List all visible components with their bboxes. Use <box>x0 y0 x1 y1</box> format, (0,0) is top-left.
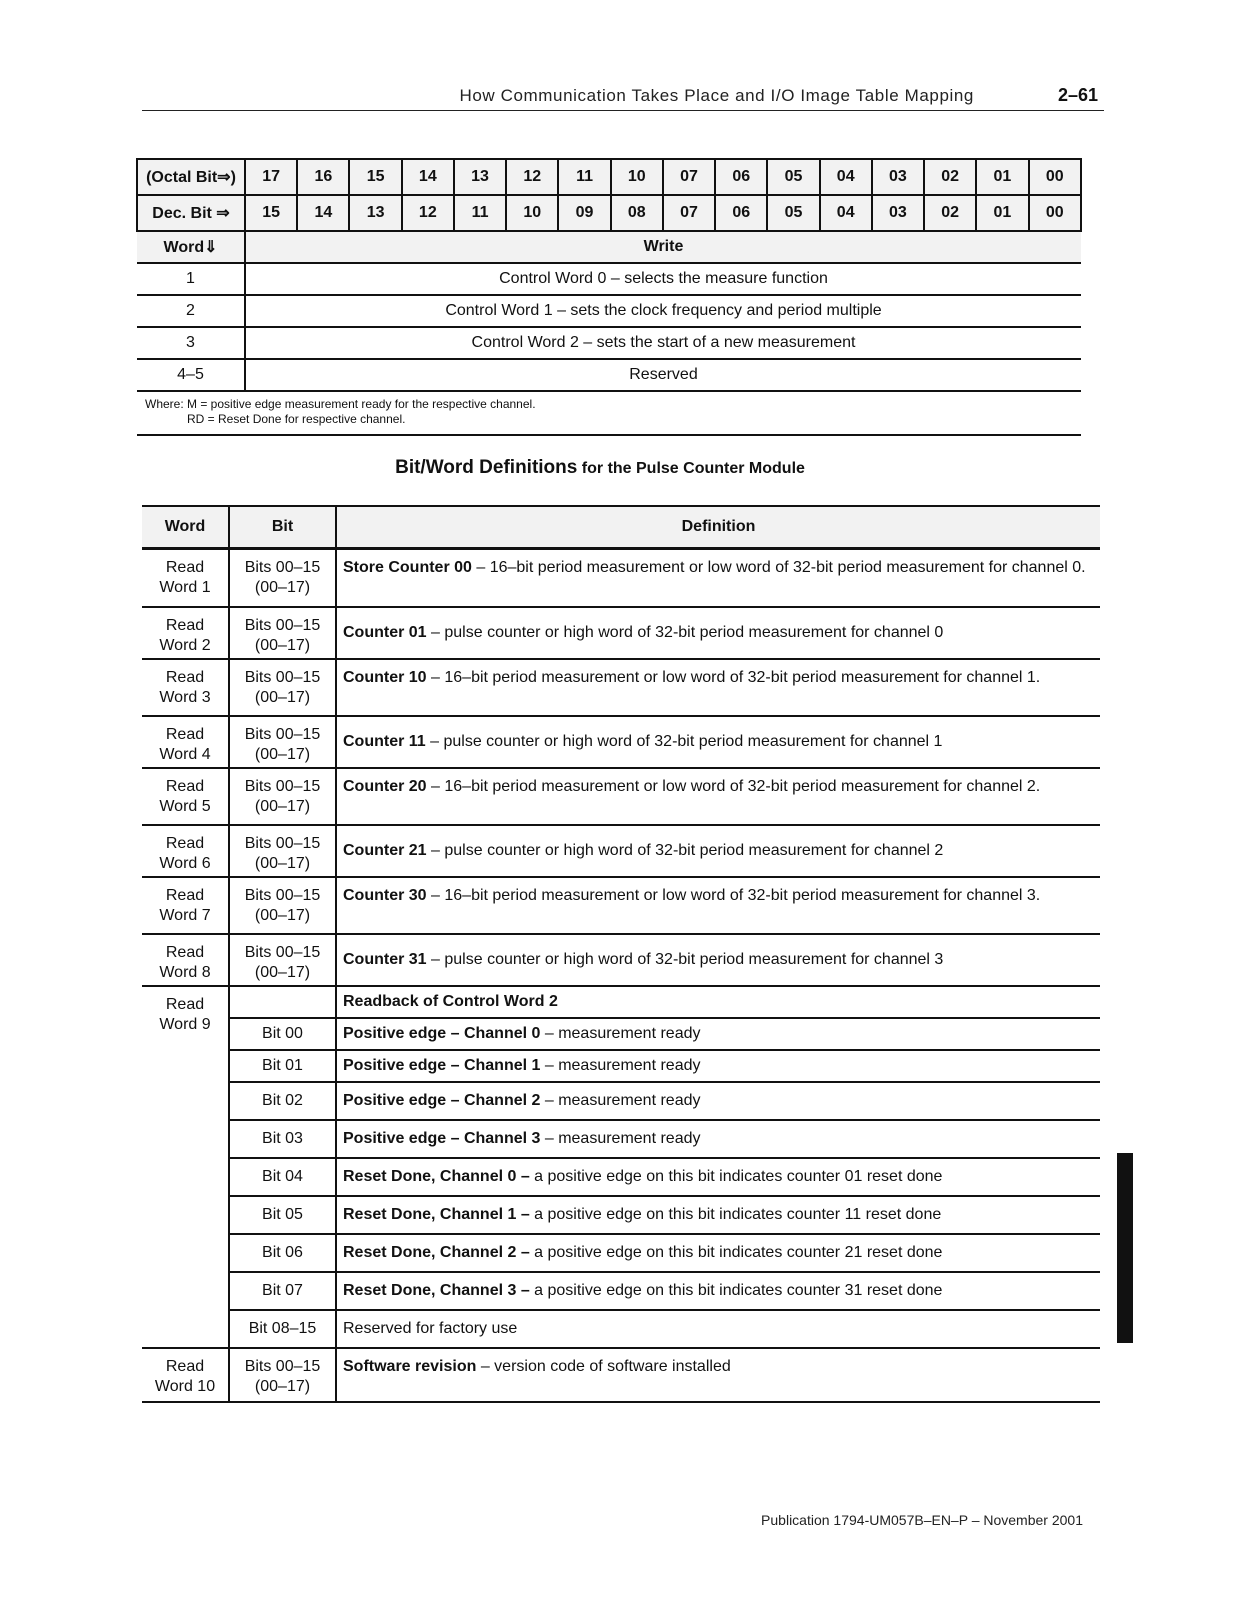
definition-text: – pulse counter or high word of 32-bit period measurement for channel 1 <box>425 732 943 750</box>
dec-label: Dec. Bit ⇒ <box>137 195 245 231</box>
bit-cell <box>229 1348 336 1402</box>
bit-line: Bits 00–15 <box>244 834 321 852</box>
word-cell <box>142 659 229 716</box>
table-row <box>142 1082 1100 1120</box>
definition-term: Positive edge – Channel 2 <box>343 1091 541 1109</box>
bit-cell <box>229 659 336 716</box>
word-line: Word 5 <box>159 797 211 815</box>
octal-bit-row <box>137 159 1081 195</box>
word-line: Read <box>165 943 205 961</box>
table-row <box>137 359 1081 391</box>
word-line: Word 3 <box>159 688 211 706</box>
dec-bit: 12 <box>402 195 454 231</box>
word-description: Control Word 2 – sets the start of a new measurement <box>245 327 1081 359</box>
where-note-line-2: RD = Reset Done for respective channel. <box>187 412 406 426</box>
definition-cell <box>336 1158 1100 1196</box>
bit-line: Bits 00–15 <box>244 559 321 576</box>
bit-cell <box>229 934 336 986</box>
where-note-row <box>137 391 1081 435</box>
bit-line: (00–17) <box>254 906 311 924</box>
definition-text: a positive edge on this bit indicates counter 21 reset done <box>529 1243 943 1261</box>
chapter-thumb-tab <box>1117 1153 1133 1343</box>
dec-bit: 09 <box>558 195 610 231</box>
word-line: Read <box>165 1357 205 1375</box>
bit-cell <box>229 549 336 607</box>
definition-term: Reset Done, Channel 3 – <box>343 1281 530 1299</box>
table-row <box>142 1120 1100 1158</box>
word-line: Read <box>165 668 205 686</box>
bit-cell: Bit 06 <box>229 1234 336 1272</box>
octal-bit: 01 <box>976 159 1028 195</box>
word-line: Word 2 <box>159 636 211 654</box>
write-label: Write <box>245 231 1081 263</box>
word-line: Word 4 <box>159 745 211 763</box>
octal-bit: 14 <box>402 159 454 195</box>
word-number: 2 <box>137 295 245 327</box>
dec-bit: 05 <box>767 195 819 231</box>
definition-term: Counter 31 <box>343 950 427 968</box>
table-row <box>142 1018 1100 1050</box>
definition-text: – measurement ready <box>540 1091 701 1109</box>
definition-text: – measurement ready <box>540 1129 701 1147</box>
definition-term: Readback of Control Word 2 <box>343 992 558 1010</box>
table-title <box>0 457 1237 479</box>
definition-cell <box>336 1120 1100 1158</box>
definition-term: Counter 20 <box>343 777 427 795</box>
definition-cell <box>336 934 1100 986</box>
word-line: Word 9 <box>159 1015 211 1033</box>
table-row <box>142 659 1100 716</box>
bit-line: Bits 00–15 <box>244 1357 321 1375</box>
definition-cell <box>336 877 1100 934</box>
octal-bit: 06 <box>715 159 767 195</box>
dec-bit: 06 <box>715 195 767 231</box>
bit-line: Bits 00–15 <box>244 886 321 904</box>
definition-text: – pulse counter or high word of 32-bit period measurement for channel 0 <box>426 623 944 641</box>
bit-line: Bits 00–15 <box>244 668 321 686</box>
table-row <box>137 263 1081 295</box>
definition-text: a positive edge on this bit indicates counter 01 reset done <box>529 1167 943 1185</box>
definition-text: a positive edge on this bit indicates counter 11 reset done <box>529 1205 942 1223</box>
dec-bit: 11 <box>454 195 506 231</box>
definition-cell <box>336 716 1100 768</box>
page-number: 2–61 <box>1057 85 1098 105</box>
bit-cell <box>229 986 336 1018</box>
table-row <box>137 327 1081 359</box>
word-cell <box>142 549 229 607</box>
word-number: 4–5 <box>137 359 245 391</box>
word-line: Word 1 <box>159 579 211 596</box>
definition-cell <box>336 1018 1100 1050</box>
definition-text: – 16–bit period measurement or low word of 32-bit period measurement for channel 0. <box>471 559 1086 576</box>
definition-term: Positive edge – Channel 3 <box>343 1129 541 1147</box>
where-note-line-1: Where: M = positive edge measurement ready for the respective channel. <box>145 397 536 411</box>
definition-cell <box>336 986 1100 1018</box>
write-word-table <box>136 158 1082 436</box>
word-line: Read <box>165 886 205 904</box>
publication-footer: Publication 1794-UM057B–EN–P – November 2001 <box>761 1512 1083 1528</box>
word-line: Read <box>165 777 205 795</box>
dec-bit: 07 <box>663 195 715 231</box>
bit-line: Bits 00–15 <box>244 943 321 961</box>
bit-cell: Bit 01 <box>229 1050 336 1082</box>
table-row <box>142 825 1100 877</box>
octal-bit: 11 <box>558 159 610 195</box>
definition-cell <box>336 768 1100 825</box>
table-row <box>142 1348 1100 1402</box>
dec-bit: 02 <box>924 195 976 231</box>
definition-text: Reserved for factory use <box>343 1319 518 1337</box>
octal-bit: 12 <box>506 159 558 195</box>
table-title-main: Bit/Word Definitions <box>395 457 578 478</box>
octal-bit: 16 <box>297 159 349 195</box>
definition-text: – 16–bit period measurement or low word of 32-bit period measurement for channel 2. <box>426 777 1041 795</box>
definition-cell <box>336 1310 1100 1348</box>
octal-label: (Octal Bit⇒) <box>137 159 245 195</box>
word-description: Control Word 1 – sets the clock frequency and period multiple <box>245 295 1081 327</box>
word-cell <box>142 825 229 877</box>
word-number: 3 <box>137 327 245 359</box>
octal-bit: 10 <box>611 159 663 195</box>
dec-bit: 04 <box>820 195 872 231</box>
definition-text: – measurement ready <box>540 1024 701 1042</box>
dec-bit: 01 <box>976 195 1028 231</box>
bit-cell <box>229 716 336 768</box>
bit-line: (00–17) <box>254 963 311 981</box>
table-row <box>142 549 1100 607</box>
definition-cell <box>336 607 1100 659</box>
definition-cell <box>336 1272 1100 1310</box>
word-line: Word 6 <box>159 854 211 872</box>
bit-cell: Bit 08–15 <box>229 1310 336 1348</box>
table-row <box>142 934 1100 986</box>
definition-text: – 16–bit period measurement or low word of 32-bit period measurement for channel 1. <box>426 668 1041 686</box>
definition-cell <box>336 825 1100 877</box>
table-row <box>142 716 1100 768</box>
header-title: How Communication Takes Place and I/O Image Table Mapping <box>459 86 974 105</box>
word-line: Read <box>165 834 205 852</box>
word-line: Read <box>165 725 205 743</box>
definition-text: – 16–bit period measurement or low word of 32-bit period measurement for channel 3. <box>426 886 1041 904</box>
bit-line: (00–17) <box>254 688 311 706</box>
table-row <box>142 1234 1100 1272</box>
octal-bit: 05 <box>767 159 819 195</box>
bit-line: (00–17) <box>254 579 311 596</box>
table-row <box>142 607 1100 659</box>
bit-cell <box>229 607 336 659</box>
page-header <box>142 84 1104 111</box>
octal-bit: 17 <box>245 159 297 195</box>
table-row <box>142 1272 1100 1310</box>
bit-line: (00–17) <box>254 797 311 815</box>
word-description: Control Word 0 – selects the measure function <box>245 263 1081 295</box>
where-note <box>137 391 1081 435</box>
bit-cell: Bit 07 <box>229 1272 336 1310</box>
bit-cell: Bit 00 <box>229 1018 336 1050</box>
definition-column-header: Definition <box>336 506 1100 549</box>
definition-term: Counter 11 <box>343 732 426 750</box>
bit-cell <box>229 768 336 825</box>
definition-term: Store Counter 00 <box>343 559 472 576</box>
bit-line: (00–17) <box>254 636 311 654</box>
definition-term: Counter 30 <box>343 886 427 904</box>
bit-line: (00–17) <box>254 1377 311 1395</box>
definition-term: Reset Done, Channel 1 – <box>343 1205 530 1223</box>
bit-line: Bits 00–15 <box>244 725 321 743</box>
table-title-sub: for the Pulse Counter Module <box>577 460 805 477</box>
dec-bit: 03 <box>872 195 924 231</box>
word-line: Read <box>165 616 205 634</box>
definition-text: a positive edge on this bit indicates counter 31 reset done <box>529 1281 943 1299</box>
word-line: Word 8 <box>159 963 211 981</box>
word-header-row <box>137 231 1081 263</box>
octal-bit: 00 <box>1029 159 1081 195</box>
definition-cell <box>336 1082 1100 1120</box>
definition-term: Counter 10 <box>343 668 427 686</box>
table-row <box>142 1158 1100 1196</box>
dec-bit: 08 <box>611 195 663 231</box>
table-row <box>142 768 1100 825</box>
definition-text: – pulse counter or high word of 32-bit period measurement for channel 3 <box>426 950 944 968</box>
definition-term: Positive edge – Channel 1 <box>343 1056 541 1074</box>
definition-term: Positive edge – Channel 0 <box>343 1024 541 1042</box>
table-row <box>142 1196 1100 1234</box>
word-cell <box>142 986 229 1348</box>
definition-text: – measurement ready <box>540 1056 701 1074</box>
definition-cell <box>336 1196 1100 1234</box>
bit-cell: Bit 02 <box>229 1082 336 1120</box>
definition-cell <box>336 1234 1100 1272</box>
octal-bit: 13 <box>454 159 506 195</box>
word-cell <box>142 716 229 768</box>
bit-column-header: Bit <box>229 506 336 549</box>
definition-text: – pulse counter or high word of 32-bit period measurement for channel 2 <box>426 841 944 859</box>
word-cell <box>142 877 229 934</box>
dec-bit: 10 <box>506 195 558 231</box>
bit-word-definitions-table <box>142 505 1100 1403</box>
table-row <box>142 1310 1100 1348</box>
definition-cell <box>336 1348 1100 1402</box>
definition-cell <box>336 659 1100 716</box>
word-label: Word⇓ <box>137 231 245 263</box>
definition-term: Reset Done, Channel 0 – <box>343 1167 530 1185</box>
table-row <box>142 1050 1100 1082</box>
table-row <box>137 295 1081 327</box>
word-description: Reserved <box>245 359 1081 391</box>
bit-cell: Bit 04 <box>229 1158 336 1196</box>
bit-line: Bits 00–15 <box>244 616 321 634</box>
definition-cell <box>336 549 1100 607</box>
word-cell <box>142 607 229 659</box>
dec-bit: 14 <box>297 195 349 231</box>
word-line: Read <box>165 559 205 576</box>
octal-bit: 04 <box>820 159 872 195</box>
bit-cell: Bit 03 <box>229 1120 336 1158</box>
octal-bit: 15 <box>349 159 401 195</box>
octal-bit: 07 <box>663 159 715 195</box>
word-line: Read <box>165 995 205 1013</box>
dec-bit: 13 <box>349 195 401 231</box>
octal-bit: 02 <box>924 159 976 195</box>
definition-term: Software revision <box>343 1357 477 1375</box>
definition-term: Counter 21 <box>343 841 427 859</box>
definition-text: – version code of software installed <box>476 1357 731 1375</box>
word-line: Word 7 <box>159 906 211 924</box>
definition-cell <box>336 1050 1100 1082</box>
dec-bit: 15 <box>245 195 297 231</box>
table-row <box>142 877 1100 934</box>
octal-bit: 03 <box>872 159 924 195</box>
word-cell <box>142 768 229 825</box>
table-header-row <box>142 506 1100 549</box>
bit-line: (00–17) <box>254 745 311 763</box>
word-number: 1 <box>137 263 245 295</box>
dec-bit: 00 <box>1029 195 1081 231</box>
bit-cell <box>229 825 336 877</box>
table-row <box>142 986 1100 1018</box>
bit-cell: Bit 05 <box>229 1196 336 1234</box>
word-column-header: Word <box>142 506 229 549</box>
dec-bit-row <box>137 195 1081 231</box>
word-line: Word 10 <box>154 1377 216 1395</box>
bit-line: (00–17) <box>254 854 311 872</box>
word-cell <box>142 1348 229 1402</box>
bit-line: Bits 00–15 <box>244 777 321 795</box>
word-cell <box>142 934 229 986</box>
definition-term: Reset Done, Channel 2 – <box>343 1243 530 1261</box>
bit-cell <box>229 877 336 934</box>
definition-term: Counter 01 <box>343 623 427 641</box>
